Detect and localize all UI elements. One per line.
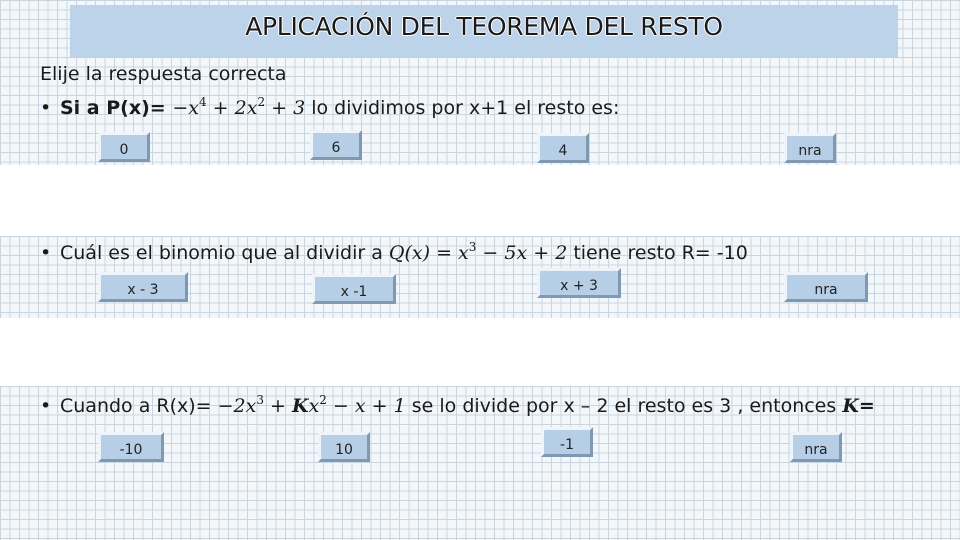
question-2-math: [389, 242, 567, 264]
q1-option-a[interactable]: 0: [98, 132, 150, 162]
math-term: −x: [172, 97, 199, 119]
math-exponent: 3: [468, 240, 477, 254]
question-1: [40, 95, 619, 119]
question-2-prefix: Cuál es el binomio que al dividir a: [60, 242, 389, 264]
q1-option-c[interactable]: 4: [537, 133, 589, 163]
q2-option-b[interactable]: x -1: [312, 274, 396, 304]
question-3-suffix: se lo divide por x – 2 el resto es 3 , entonces: [405, 395, 843, 417]
math-term: Q(x) = x: [388, 242, 469, 264]
question-2-suffix: tiene resto R= -10: [567, 242, 748, 264]
math-k: K: [292, 395, 309, 417]
math-exponent: 2: [319, 393, 327, 407]
question-2: [40, 240, 748, 264]
q3-option-a[interactable]: -10: [98, 432, 164, 462]
q1-option-b[interactable]: 6: [310, 130, 362, 160]
math-exponent: 2: [257, 95, 266, 109]
bullet: •: [40, 395, 52, 417]
question-1-prefix: Si a P(x)=: [60, 97, 173, 119]
question-1-math: [172, 97, 305, 119]
math-term: +: [264, 395, 293, 417]
math-term: − x + 1: [326, 395, 406, 417]
instruction-text: Elije la respuesta correcta: [40, 63, 287, 85]
question-3: [40, 393, 875, 417]
q1-option-d[interactable]: nra: [784, 133, 836, 163]
q2-option-d[interactable]: nra: [784, 272, 868, 302]
question-3-math: [218, 395, 406, 417]
math-term: x: [308, 395, 320, 417]
bullet: •: [40, 97, 52, 119]
q2-option-c[interactable]: x + 3: [537, 268, 621, 298]
math-term: −2x: [217, 395, 257, 417]
question-3-k: K=: [842, 395, 875, 417]
q3-option-c[interactable]: -1: [541, 427, 593, 457]
page-title: APLICACIÓN DEL TEOREMA DEL RESTO: [245, 12, 723, 41]
q3-option-d[interactable]: nra: [790, 432, 842, 462]
bullet: •: [40, 242, 52, 264]
question-1-suffix: lo dividimos por x+1 el resto es:: [305, 97, 620, 119]
math-term: − 5x + 2: [476, 242, 568, 264]
q2-option-a[interactable]: x - 3: [98, 272, 188, 302]
math-term: + 3: [265, 97, 306, 119]
q3-option-b[interactable]: 10: [318, 432, 370, 462]
math-exponent: 4: [198, 95, 207, 109]
question-3-prefix: Cuando a R(x)=: [60, 395, 218, 417]
math-term: + 2x: [206, 97, 258, 119]
math-exponent: 3: [256, 393, 265, 407]
